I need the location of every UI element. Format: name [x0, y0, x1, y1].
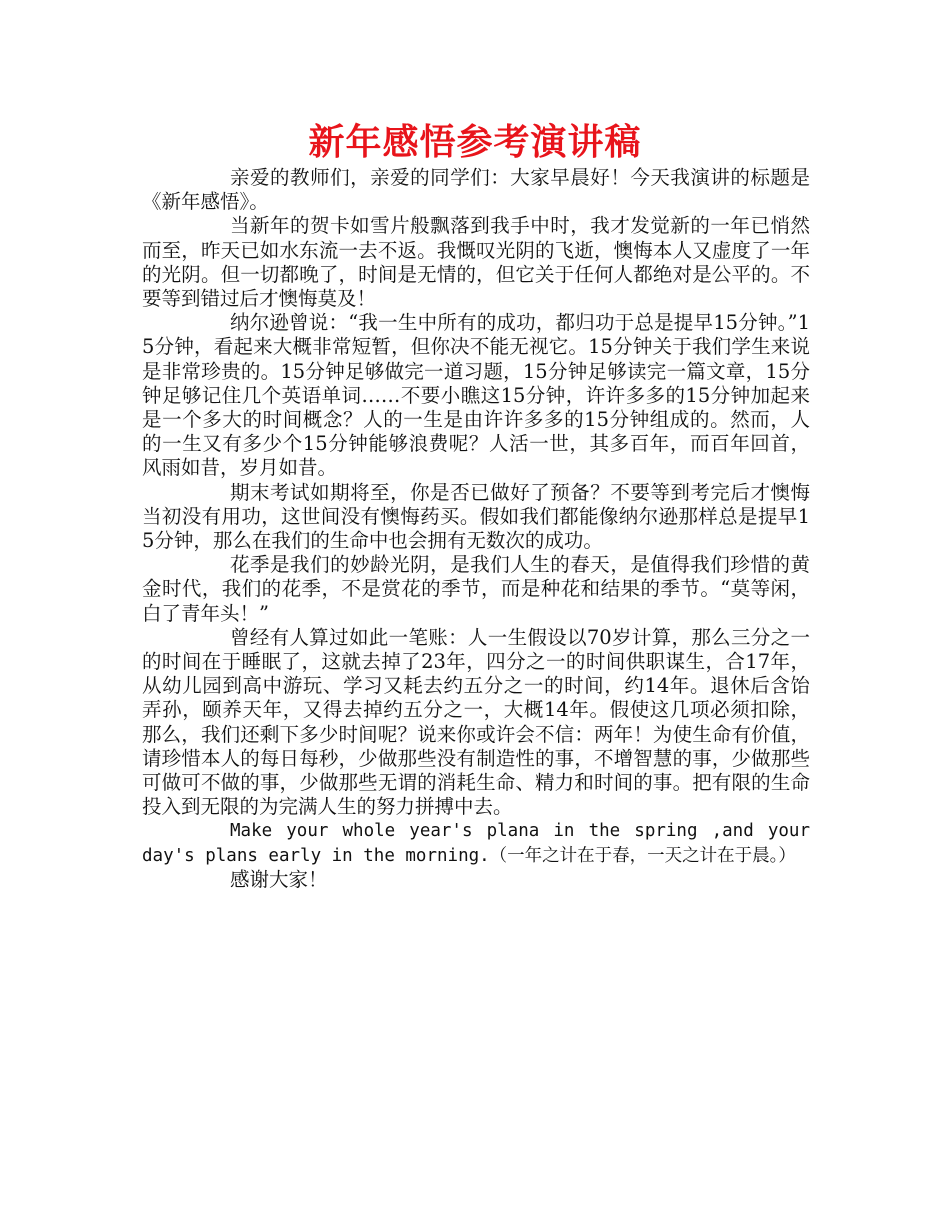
paragraph-new-year-card: 当新年的贺卡如雪片般飘落到我手中时，我才发觉新的一年已悄然而至，昨天已如水东流一去不返。我慨叹光阴的飞逝，懊悔本人又虚度了一年的光阴。但一切都晚了，时间是无情的，但它关于任何人都绝对是公平的。不要等到错过后才懊悔莫及！ — [142, 214, 810, 311]
paragraph-life-calculation: 曾经有人算过如此一笔账：人一生假设以70岁计算，那么三分之一的时间在于睡眠了，这就去掉了23年，四分之一的时间供职谋生，合17年，从幼儿园到高中游玩、学习又耗去约五分之一的时间，约14年。退休后含饴弄孙，颐养天年，又得去掉约五分之一，大概14年。假使这几项必须扣除，那么，我们还剩下多少时间呢？说来你或许会不信：两年！为使生命有价值，请珍惜本人的每日每秒，少做那些没有制造性的事，不增智慧的事，少做那些可做可不做的事，少做那些无谓的消耗生命、精力和时间的事。把有限的生命投入到无限的为完满人生的努力拼搏中去。 — [142, 625, 810, 819]
paragraph-english-proverb: Make your whole year's plana in the spring ,and your day's plans early in the morning.（一年之计在于春，一天之计在于晨。） — [142, 821, 810, 866]
paragraph-nelson-quote: 纳尔逊曾说：“我一生中所有的成功，都归功于总是提早15分钟。”15分钟，看起来大概非常短暂，但你决不能无视它。15分钟关于我们学生来说是非常珍贵的。15分钟足够做完一道习题，15分钟足够读完一篇文章，15分钟足够记住几个英语单词……不要小瞧这15分钟，许许多多的15分钟加起来是一个多大的时间概念？人的一生是由许许多多的15分钟组成的。然而，人的一生又有多少个15分钟能够浪费呢？人活一世，其多百年，而百年回首，风雨如昔，岁月如昔。 — [142, 311, 810, 480]
paragraph-thanks: 感谢大家！ — [230, 867, 328, 891]
document-title: 新年感悟参考演讲稿 — [308, 122, 642, 163]
document-body — [142, 166, 810, 892]
paragraph-final-exam: 期末考试如期将至，你是否已做好了预备？不要等到考完后才懊悔当初没有用功，这世间没有懊悔药买。假如我们都能像纳尔逊那样总是提早15分钟，那么在我们的生命中也会拥有无数次的成功。 — [142, 480, 810, 553]
paragraph-flower-season: 花季是我们的妙龄光阴，是我们人生的春天，是值得我们珍惜的黄金时代，我们的花季，不是赏花的季节，而是种花和结果的季节。“莫等闲，白了青年头！” — [142, 553, 810, 625]
paragraph-greeting: 亲爱的教师们，亲爱的同学们：大家早晨好！今天我演讲的标题是《新年感悟》。 — [142, 166, 810, 214]
